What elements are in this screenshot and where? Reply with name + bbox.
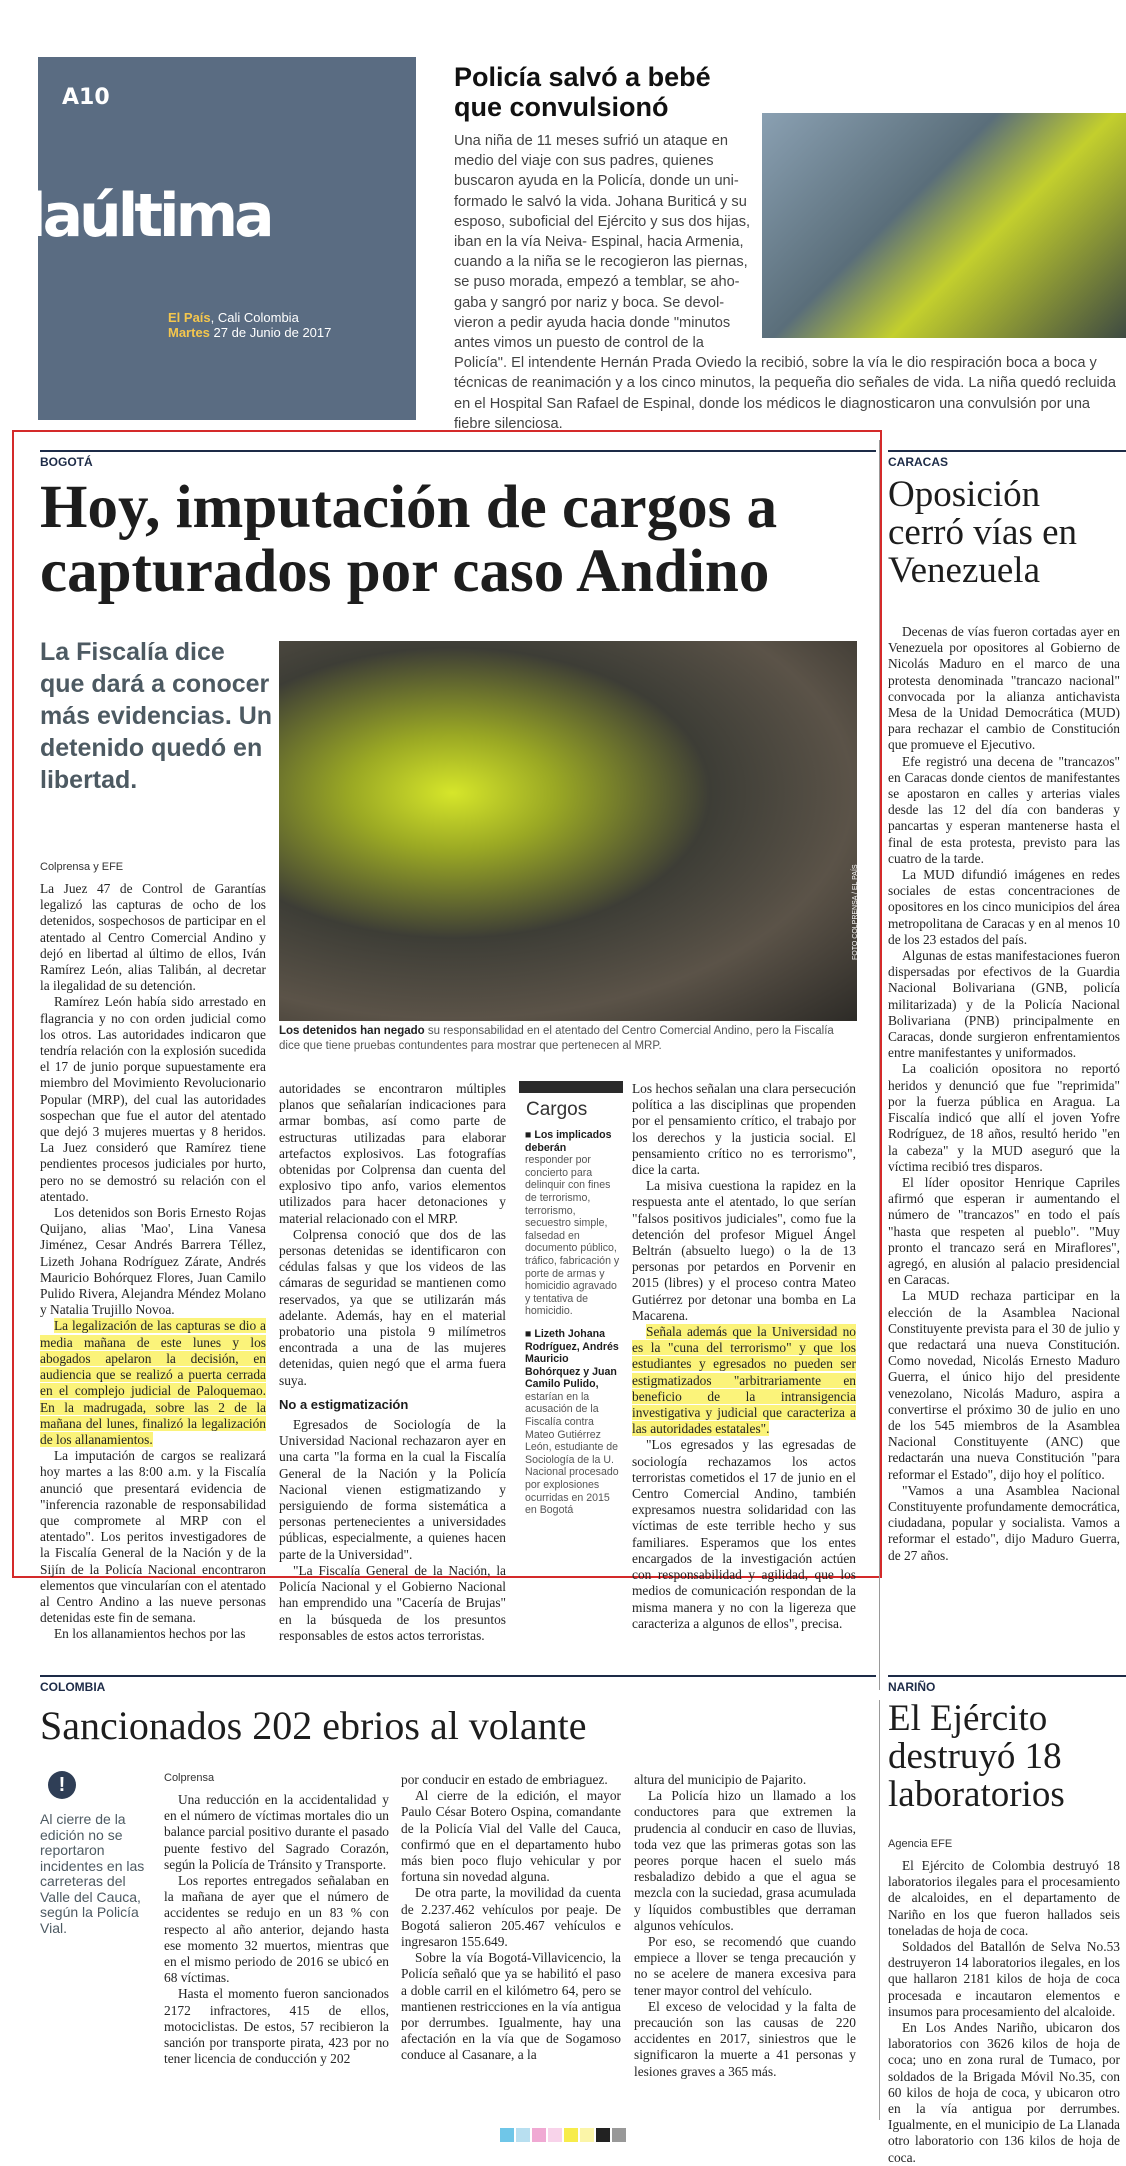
- caption-text: su responsabilidad en el atentado del Centro Comercial Andino, pero la Fiscalía dice que tiene pruebas contundentes para mostrar que pertenecen al MRP.: [279, 1025, 834, 1052]
- colombia-column-1: [164, 1792, 389, 2067]
- policia-line: gaba y sangró por nariz y boca. Se devol-: [454, 294, 725, 311]
- section-label: COLOMBIA: [40, 1680, 106, 1694]
- paragraph: Efe registró una decena de "trancazos" en Caracas donde cientos de manifestantes se apostaron en calles y arterias viales desde las 12 del día con banderas y pancartas y esperan mantenerse hasta el final de esta protesta, previsto para las cuatro de la tarde.: [888, 753, 1120, 866]
- sidebar-title: Cargos: [526, 1099, 588, 1120]
- color-swatch: [612, 2128, 626, 2142]
- article-column-2: [279, 1081, 506, 1644]
- policia-line: fiebre silenciosa.: [454, 415, 563, 432]
- section-label: BOGOTÁ: [40, 455, 93, 469]
- paragraph: El líder opositor Henrique Capriles afirmó que esperan ir aumentando el número de "trancazos" en todo el país "hasta que respeten al pueblo". "Muy pronto el trancazo será en Miraflores", agregó, en alusión al palacio presidencial en Caracas.: [888, 1174, 1120, 1288]
- paragraph: Ramírez León había sido arrestado en flagrancia y no con orden judicial como los otros. Las autoridades indicaron que tendría relación con la explosión sucedida el 17 de junio porque supuestamente era miembro del Movimiento Revolucionario Popular (MRP), del cual las autoridades sospechan que fue el autor del atentado que dejó 3 mujeres muertas y 8 heridos. La Juez consideró que Ramírez tiene pendientes procesos judiciales por hurto, pero no se demostró su relación con el atentado.: [40, 994, 266, 1204]
- narino-body: [888, 1858, 1120, 2166]
- sidebar-top-bar: [519, 1081, 623, 1093]
- paragraph: Egresados de Sociología de la Universidad Nacional rechazaron ayer en una carta "la forma en la cual la Fiscalía General de la Nación y la Policía Nacional vienen estigmatizando y persiguiendo de forma sistemática a personas pertenecientes a universidades públicas, especialmente, a quienes hacen parte de la Universidad".: [279, 1417, 506, 1562]
- deck: La Fiscalía dice que dará a conocer más evidencias. Un detenido quedó en libertad.: [40, 638, 273, 794]
- paragraph: El Ejército de Colombia destruyó 18 laboratorios ilegales para el procesamiento de alcaloides, en el departamento de Nariño en los que fueron hallados seis toneladas de hoja de coca.: [888, 1858, 1120, 1938]
- policia-line: Una niña de 11 meses sufrió un ataque en: [454, 133, 728, 149]
- color-swatch: [532, 2128, 546, 2142]
- section-rule: [40, 1675, 876, 1677]
- masthead-block: [26, 57, 416, 420]
- paragraph: Algunas de estas manifestaciones fueron dispersadas por efectivos de la Guardia Nacional Bolivariana (GNB, policía militarizada) y de la Policía Nacional Bolivariana (PNB) principalmente en Caracas, donde surgieron enfrentamientos entre manifestantes y uniformados.: [888, 948, 1120, 1061]
- paragraph: Los detenidos son Boris Ernesto Rojas Quijano, alias 'Mao', Lina Vanesa Jiménez, Cesar Andrés Barrera Téllez, Lizeth Johana Rodríguez Zárate, Andrés Mauricio Bohórquez Flores, Juan Camilo Pulido Rivera, Alejandra Méndez Molano y Natalia Trujillo Novoa.: [40, 1205, 266, 1318]
- column-separator: [879, 1700, 880, 2120]
- paragraph: La imputación de cargos se realizará hoy martes a las 8:00 a.m. y la Fiscalía anunció que presentará evidencia de "inferencia razonable de responsabilidad que compromete al MRP con el atentado". Los peritos investigadores de la Fiscalía General de la Nación y de la Sijín de la Policía Nacional encontraron elementos que vincularían con el atentado al Centro Andino a las nueve personas detenidas este fin de semana.: [40, 1448, 266, 1626]
- paragraph: La misiva cuestiona la rapidez en la respuesta ante el atentado, lo que serían "falsos positivos judiciales", como fue la detención del profesor Miguel Ángel Beltrán (absuelto luego) o la de 13 personas por petardos en Porvenir en 2015 (libres) y el proceso contra Mateo Gutiérrez por detonar una bomba en La Macarena.: [632, 1178, 856, 1323]
- paragraph: En Los Andes Nariño, ubicaron dos laboratorios con 3626 kilos de hoja de coca; uno en zona rural de Tumaco, por soldados de la Brigada Móvil No.35, con 60 kilos de hoja de coca, y ubicaron otro en la vía antigua por derrumbes. Igualmente, en el municipio de La Llanada otro laboratorio con 136 kilos de hoja de coca.: [888, 2020, 1120, 2165]
- policia-line: buscaron ayuda en la Policía, donde un uni-: [454, 173, 739, 190]
- sidebar-item-text: responder por concierto para delinquir con fines de terrorismo, terrorismo, secuestro simple, falsedad en documento público, tráfico, fabricación y porte de armas y homicidio agravado y tentativa de homicidio.: [525, 1154, 620, 1318]
- article-column-1: [40, 881, 266, 1643]
- narino-headline: El Ejército destruyó 18 laboratorios: [888, 1698, 1065, 1815]
- paragraph: "La Fiscalía General de la Nación, la Policía Nacional y el Gobierno Nacional han emprendido una "Cacería de Brujas" en la búsqueda de los presuntos responsables de estos actos terroristas.: [279, 1562, 506, 1643]
- highlighted-text: La legalización de las capturas se dio a media mañana de este lunes y los abogados apelaron la decisión, en audiencia que se realizó a puerta cerrada en el complejo judicial de Paloquemao. En la madrugada, sobre las 2 de la mañana del lunes, finalizó la legalización de los allanamientos.: [40, 1318, 266, 1447]
- byline: Colprensa y EFE: [40, 861, 124, 873]
- paragraph: Los hechos señalan una clara persecución política a las disciplinas que propenden por el pensamiento crítico, el trabajo por los derechos y la justicia social. El pensamiento crítico no es terrorismo", dice la carta.: [632, 1081, 856, 1178]
- policia-line: cuando a la niña se le recogieron las piernas,: [454, 254, 748, 271]
- byline: Agencia EFE: [888, 1838, 953, 1850]
- section-rule: [888, 1675, 1126, 1677]
- color-swatch: [596, 2128, 610, 2142]
- policia-line: antes vimos un puesto de control de la: [454, 335, 704, 352]
- section-label: CARACAS: [888, 455, 948, 469]
- highlighted-text: Señala además que la Universidad no es la "cuna del terrorismo" y que los estudiantes y egresados no pueden ser estigmatizados "arbitrariamente en beneficio de la intransigencia investigativa y judicial que caracteriza a las autoridades estatales".: [632, 1324, 856, 1437]
- paragraph: Hasta el momento fueron sancionados 2172 infractores, 415 de ellos, motociclistas. De estos, 57 recibieron la sanción por transporte pirata, 423 por no tener licencia de conducción y 202: [164, 1986, 389, 2067]
- newspaper-name: El País: [168, 310, 211, 325]
- policia-line: iban en la vía Neiva- Espinal, hacia Armenia,: [454, 234, 744, 251]
- city: Cali Colombia: [217, 310, 299, 325]
- paragraph: Al cierre de la edición, el mayor Paulo César Botero Ospina, comandante de la Policía Vial del Valle del Cauca, confirmó que en el departamento hubo más bien poco flujo vehicular y por fortuna sin novedad alguna.: [401, 1788, 621, 1885]
- section-label: NARIÑO: [888, 1680, 936, 1694]
- section-rule: [888, 450, 1126, 452]
- section-rule: [40, 450, 876, 452]
- paragraph: La Policía hizo un llamado a los conductores para que extremen la prudencia al conducir en caso de lluvias, toda vez que las primeras gotas son las peores porque hacen el suelo más resbaladizo debido a que el agua se mezcla con la suciedad, grasa acumulada y líquidos combustibles que derraman algunos vehículos.: [634, 1788, 856, 1933]
- color-swatch: [500, 2128, 514, 2142]
- paragraph: "Los egresados y las egresadas de sociología rechazamos los actos terroristas cometidos el 17 de junio en el Centro Comercial Andino, también expresamos nuestra solidaridad con las víctimas de este terrible hecho y sus familiares. Esperamos que los entes encargados de la investigación actúen con responsabilidad y agilidad, que los medios de comunicación respondan de la misma manera y no con la ligereza que caracteriza a algunos de ellos", precisa.: [632, 1437, 856, 1631]
- policia-line: en el Hospital San Rafael de Espinal, donde los médicos le diagnosticaron una convulsión por una: [454, 395, 1091, 412]
- paragraph: En los allanamientos hechos por las: [54, 1626, 246, 1642]
- side-note: Al cierre de la edición no se reportaron incidentes en las carreteras del Valle del Cauca, según la Policía Vial.: [40, 1811, 145, 1936]
- paragraph: altura del municipio de Pajarito.: [634, 1772, 807, 1787]
- paragraph: [632, 1324, 856, 1437]
- policia-line: esposo, suboficial del Ejército y sus dos hijas,: [454, 213, 751, 230]
- masthead-dateline: El País, Cali Colombia Martes 27 de Junio de 2017: [168, 310, 332, 340]
- policia-line: Policía". El intendente Hernán Prada Oviedo la recibió, sobre la vía le dio respiración boca a boca y: [454, 355, 1097, 372]
- sidebar-item-lead: ■ Los implicados deberán: [525, 1129, 612, 1154]
- main-headline-line: Hoy, imputación de cargos a: [40, 474, 778, 541]
- color-swatch: [580, 2128, 594, 2142]
- policia-line: vieron a pedir ayuda hacia donde "minutos: [454, 314, 731, 331]
- paragraph: La MUD difundió imágenes en redes sociales de estas concentraciones de opositores en los cinco municipios del área metropolitana de Caracas y en al menos 10 de los 23 estados del país.: [888, 867, 1120, 947]
- policia-line: se puso morada, empezó a temblar, se aho-: [454, 274, 740, 291]
- main-headline: [40, 476, 880, 604]
- date: 27 de Junio de 2017: [213, 325, 332, 340]
- paragraph: "Vamos a una Asamblea Nacional Constituyente profundamente democrática, ciudadana, popular y socialista. Vamos a reformar el estado", dijo Maduro Guerra, de 27 años.: [888, 1482, 1120, 1563]
- colombia-column-2: [401, 1772, 621, 2064]
- photo-credit: FOTO COLPRENSA / EL PAÍS: [852, 864, 859, 960]
- paragraph: [40, 1318, 266, 1448]
- paragraph: Una reducción en la accidentalidad y en el número de víctimas mortales dio un balance parcial positivo durante el pasado puente festivo del Sagrado Corazón, según la Policía de Tránsito y Transporte.: [164, 1792, 389, 1872]
- exclamation-icon: !: [48, 1771, 76, 1799]
- byline: Colprensa: [164, 1772, 215, 1784]
- policia-headline: Policía salvó a bebé que convulsionó: [454, 62, 711, 122]
- caracas-headline: Oposición cerró vías en Venezuela: [888, 474, 1078, 591]
- caracas-body: [888, 624, 1120, 1564]
- paragraph: Por eso, se recomendó que cuando empiece a llover se tenga precaución y no se acelere de manera excesiva para tener mayor control del vehículo.: [634, 1934, 856, 1998]
- column-separator: [879, 440, 880, 1690]
- paragraph: La MUD rechaza participar en la elección de la Asamblea Nacional Constituyente prevista para el 30 de julio y que redactará una nueva Constitución. Como novedad, Nicolás Ernesto Maduro Guerra, el único hijo del presidente venezolano, Nicolás Maduro, aspira a convertirse el próximo 30 de julio en uno de los 545 miembros de la Asamblea Nacional Constituyente (ANC) que redactarán una nueva Constitución "para reformar el Estado", dijo hoy el político.: [888, 1288, 1120, 1482]
- paragraph: autoridades se encontraron múltiples planos que señalarían indicaciones para armar bombas, así como parte de estructuras utilizadas para elaborar artefactos explosivos. Las fotografías obtenidas por Colprensa dan cuenta del explosivo tipo anfo, varios elementos utilizados para hacer detonaciones y material relacionado con el MRP.: [279, 1081, 506, 1226]
- paragraph: La Juez 47 de Control de Garantías legalizó las capturas de ocho de los detenidos, sospechosos de participar en el atentado al Centro Comercial Andino y dejó en libertad al último de ellos, Iván Ramírez León, alias Talibán, al decretar la ilegalidad de su detención.: [40, 881, 266, 994]
- colombia-headline: Sancionados 202 ebrios al volante: [40, 1703, 587, 1748]
- policia-line: medio del viaje con sus padres, quienes: [454, 153, 714, 170]
- weekday: Martes: [168, 325, 210, 340]
- paragraph: Decenas de vías fueron cortadas ayer en Venezuela por opositores al Gobierno de Nicolás Maduro en el marco de una protesta denominada "trancazo nacional" convocada por la alianza antichavista Mesa de la Unidad Democrática (MUD) para rechazar el cambio de Constitución que promueve el Ejecutivo.: [888, 624, 1120, 753]
- policia-line: técnicas de reanimación y a los cinco minutos, la pequeña dio señales de vida. La niña quedó recluida: [454, 375, 1117, 392]
- sidebar-item-lead: ■ Lizeth Johana Rodríguez, Andrés Mauricio Bohórquez y Juan Camilo Pulido,: [525, 1327, 619, 1391]
- policia-line: formado le salvó la vida. Johana Buriticá y su: [454, 193, 747, 210]
- paragraph: Colprensa conoció que dos de las personas detenidas se identificaron con cédulas falsas y que los videos de las cámaras de seguridad se mantienen como reservados, ya que se utilizarán más adelante. Además, hay en el material probatorio una pistola 9 milímetros encontrada a una de las mujeres detenidas, quien negó que el arma fuera suya.: [279, 1226, 506, 1388]
- sidebar-item: [525, 1328, 623, 1517]
- page-number: A10: [62, 85, 110, 110]
- article-column-4: [632, 1081, 856, 1632]
- subheading: No a estigmatización: [279, 1396, 409, 1412]
- section-logo: laúltima: [26, 181, 271, 251]
- policia-body: [454, 131, 1119, 434]
- caption-lead: Los detenidos han negado: [279, 1025, 425, 1037]
- main-headline-line: capturados por caso Andino: [40, 538, 770, 605]
- sidebar-item: [525, 1129, 623, 1318]
- paragraph: por conducir en estado de embriaguez.: [401, 1772, 608, 1787]
- cargos-sidebar: [519, 1081, 623, 1541]
- sidebar-item-text: estarían en la acusación de la Fiscalía contra Mateo Gutiérrez León, estudiante de Sociología de la U. Nacional procesado por explosiones ocurridas en 2015 en Bogotá: [525, 1390, 619, 1517]
- color-swatch: [548, 2128, 562, 2142]
- paragraph: Soldados del Batallón de Selva No.53 destruyeron 14 laboratorios ilegales, en los que hallaron 2181 kilos de hoja de coca procesada e incautaron elementos e insumos para procesamiento del alcaloide.: [888, 1939, 1120, 2019]
- paragraph: De otra parte, la movilidad da cuenta de 2.237.462 vehículos por peaje. De Bogotá salieron 205.467 vehículos e ingresaron 155.649.: [401, 1885, 621, 1950]
- color-swatch: [564, 2128, 578, 2142]
- paragraph: El exceso de velocidad y la falta de precaución son las causas de 220 accidentes en 2017, siniestros que le significaron la muerte a 41 personas y lesiones graves a 365 más.: [634, 1998, 856, 2079]
- paragraph: La coalición opositora no reportó heridos y denunció que fue "reprimida" por la fuerza pública en Aragua. La Fiscalía indicó que allí el joven Yofre Rodríguez, de 18 años, resultó herido "en la cabeza" y la MUD aseguró que la víctima recibió tres disparos.: [888, 1061, 1120, 1174]
- main-photo: [279, 641, 857, 1021]
- photo-caption: [279, 1024, 857, 1054]
- color-swatch: [516, 2128, 530, 2142]
- paragraph: Sobre la vía Bogotá-Villavicencio, la Policía señaló que ya se habilitó el paso a doble carril en el kilómetro 64, pero se mantienen restricciones en la vía antigua por derrumbes. Igualmente, hay una afectación en la vía que de Sogamoso conduce al Casanare, a la: [401, 1950, 621, 2063]
- paragraph: Los reportes entregados señalaban en la mañana de ayer que el número de accidentes se redujo en un 83 % con respecto al año anterior, dejando hasta ese momento 32 muertos, mientras que en el mismo periodo de 2016 se ubicó en 68 víctimas.: [164, 1873, 389, 1986]
- colombia-column-3: [634, 1772, 856, 2080]
